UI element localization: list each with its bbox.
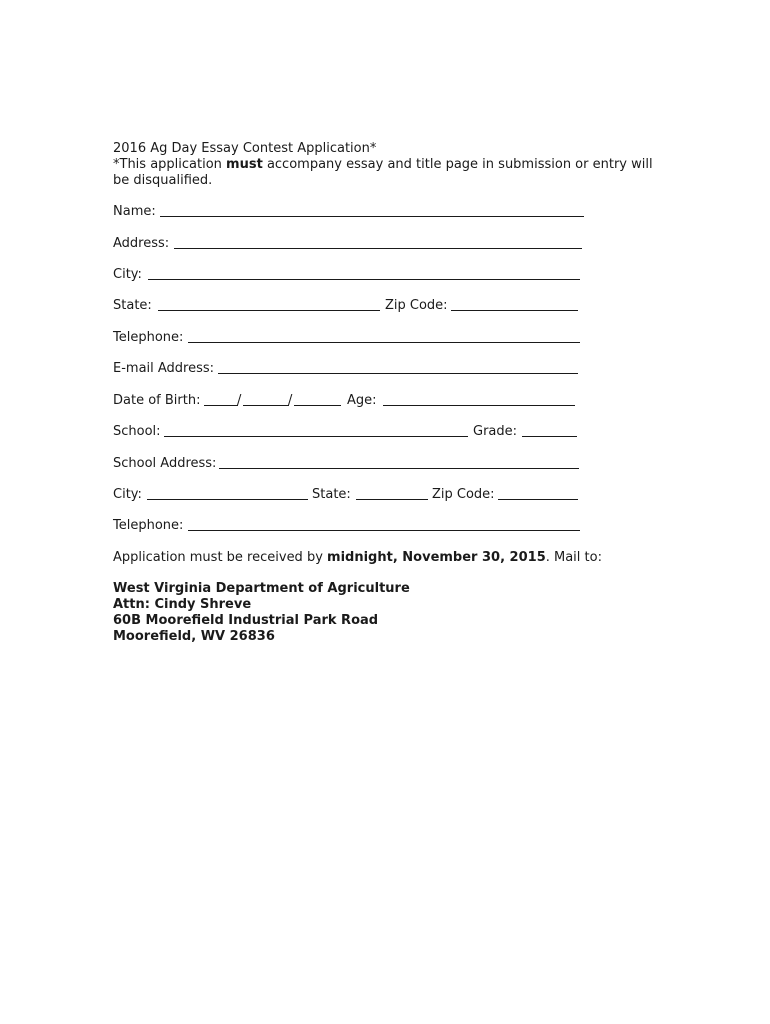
- dob-separator-2: /: [288, 393, 293, 408]
- school-city-state-zip-row: [113, 487, 593, 503]
- grade-field[interactable]: [522, 424, 577, 437]
- deadline-text: [113, 550, 602, 566]
- city-field[interactable]: [148, 267, 580, 280]
- name-row: [113, 204, 593, 220]
- dob-label: Date of Birth:: [113, 393, 201, 408]
- school-field[interactable]: [164, 424, 468, 437]
- dob-month-field[interactable]: [204, 393, 238, 406]
- state-label: State:: [113, 298, 152, 313]
- dob-age-row: [113, 393, 593, 409]
- state-zip-row: [113, 298, 593, 314]
- name-label: Name:: [113, 204, 156, 219]
- email-label: E-mail Address:: [113, 361, 215, 376]
- telephone-label: Telephone:: [113, 330, 184, 345]
- school-telephone-label: Telephone:: [113, 518, 184, 533]
- dob-day-field[interactable]: [243, 393, 289, 406]
- age-field[interactable]: [383, 393, 575, 406]
- email-row: [113, 361, 593, 377]
- zip-field[interactable]: [451, 298, 578, 311]
- school-state-label: State:: [312, 487, 351, 502]
- state-field[interactable]: [158, 298, 380, 311]
- submission-note: [113, 157, 653, 173]
- deadline-pre: Application must be received by: [113, 550, 328, 565]
- school-city-label: City:: [113, 487, 142, 502]
- school-address-label: School Address:: [113, 456, 217, 471]
- school-zip-label: Zip Code:: [432, 487, 495, 502]
- mailing-line-1: West Virginia Department of Agriculture: [113, 581, 410, 596]
- note-pre: *This application: [113, 157, 227, 172]
- deadline-post: . Mail to:: [545, 550, 602, 565]
- address-field[interactable]: [174, 236, 582, 249]
- school-telephone-field[interactable]: [188, 518, 580, 531]
- mailing-line-2: Attn: Cindy Shreve: [113, 597, 252, 612]
- school-address-field[interactable]: [219, 456, 579, 469]
- school-grade-row: [113, 424, 593, 440]
- city-row: [113, 267, 593, 283]
- note-emphasis: must: [226, 157, 263, 172]
- telephone-field[interactable]: [188, 330, 580, 343]
- email-field[interactable]: [218, 361, 578, 374]
- grade-label: Grade:: [473, 424, 518, 439]
- school-city-field[interactable]: [147, 487, 308, 500]
- school-label: School:: [113, 424, 161, 439]
- deadline-date: midnight, November 30, 2015: [327, 550, 546, 565]
- submission-note-continued: be disqualified.: [113, 173, 213, 188]
- school-telephone-row: [113, 518, 593, 534]
- school-zip-field[interactable]: [498, 487, 578, 500]
- age-label: Age:: [347, 393, 377, 408]
- dob-year-field[interactable]: [294, 393, 341, 406]
- form-title: 2016 Ag Day Essay Contest Application*: [113, 141, 377, 156]
- name-field[interactable]: [160, 204, 584, 217]
- mailing-line-3: 60B Moorefield Industrial Park Road: [113, 613, 379, 628]
- city-label: City:: [113, 267, 142, 282]
- mailing-line-4: Moorefield, WV 26836: [113, 629, 275, 644]
- address-row: [113, 236, 593, 252]
- zip-label: Zip Code:: [385, 298, 448, 313]
- note-post: accompany essay and title page in submission or entry will: [262, 157, 653, 172]
- school-state-field[interactable]: [356, 487, 428, 500]
- dob-separator-1: /: [237, 393, 242, 408]
- address-label: Address:: [113, 236, 170, 251]
- school-address-row: [113, 456, 593, 472]
- telephone-row: [113, 330, 593, 346]
